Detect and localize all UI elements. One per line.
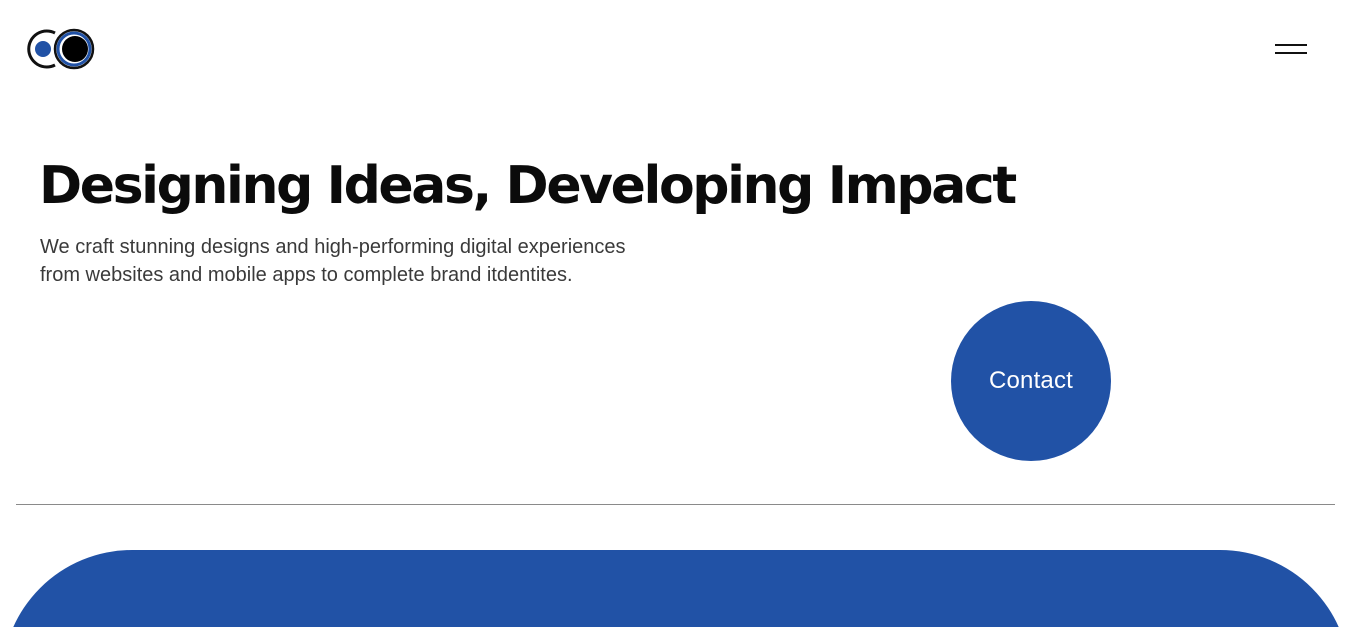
section-divider <box>16 504 1335 505</box>
menu-button[interactable] <box>1266 36 1316 62</box>
hero-subtitle-line-1: We craft stunning designs and high-performing digital experiences <box>40 236 626 258</box>
hamburger-menu-icon <box>1275 44 1307 46</box>
site-logo[interactable] <box>18 27 96 71</box>
contact-button[interactable]: Contact <box>951 301 1111 461</box>
blue-feature-section <box>2 550 1350 627</box>
hero-subtitle <box>40 233 720 289</box>
hamburger-menu-icon-bar <box>1275 52 1307 54</box>
hero-title: Designing Ideas, Developing Impact <box>39 156 1015 216</box>
hero-subtitle-line-2: from websites and mobile apps to complete brand itdentites. <box>40 264 573 286</box>
co-logo-icon <box>18 27 96 71</box>
